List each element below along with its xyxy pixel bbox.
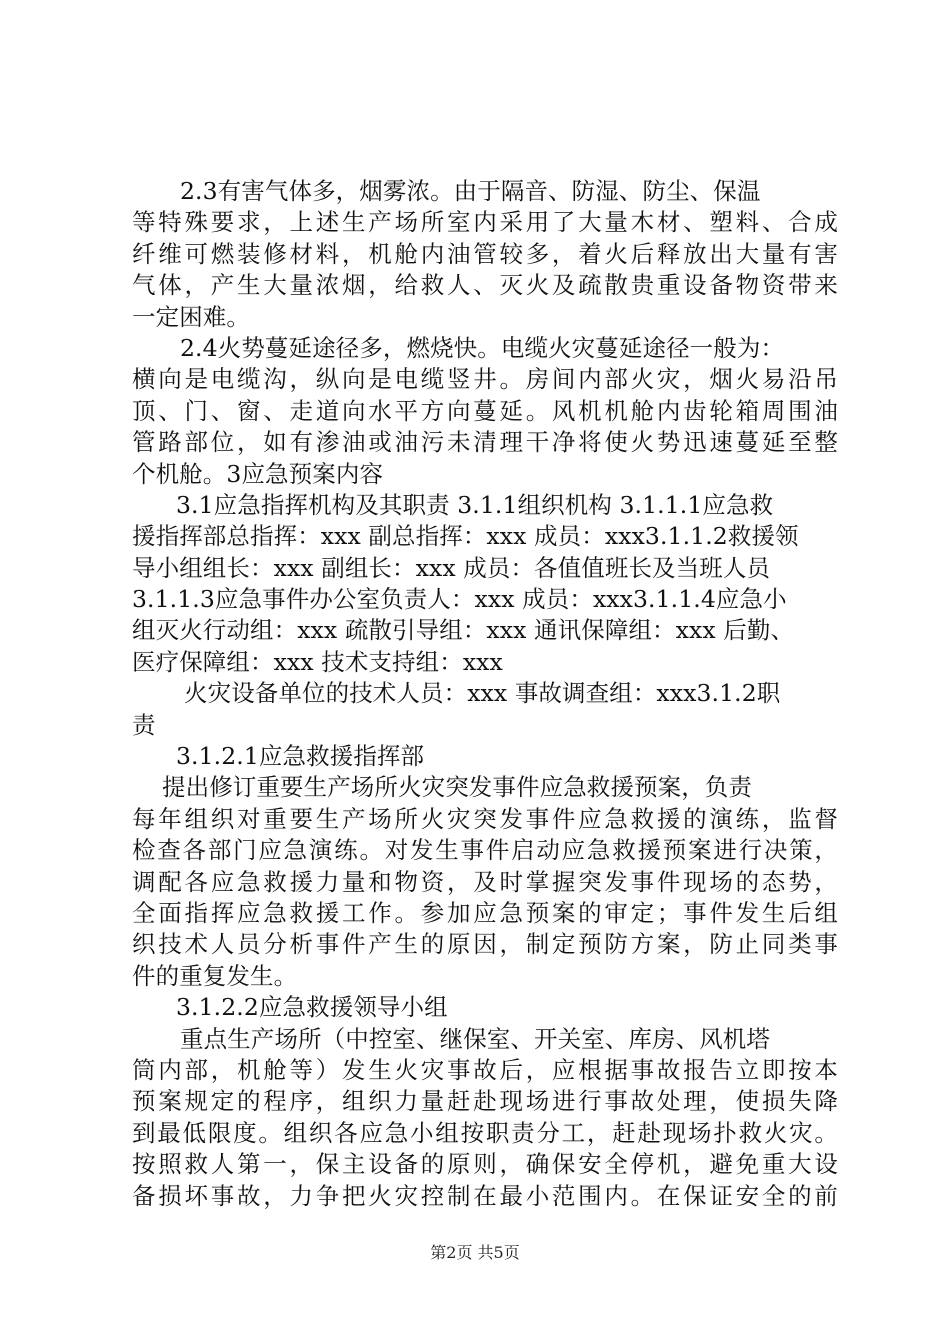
document-body bbox=[132, 176, 838, 1212]
text-line: 到最低限度。组织各应急小组按职责分工，赶赴现场扑救火灾。 bbox=[132, 1118, 838, 1147]
text-line: 按照救人第一，保主设备的原则，确保安全停机，避免重大设 bbox=[132, 1150, 838, 1179]
text-line: 提出修订重要生产场所火灾突发事件应急救援预案，负责 bbox=[162, 773, 752, 802]
page-number-footer: 第2页 共5页 bbox=[430, 1243, 520, 1262]
text-line: 全面指挥应急救援工作。参加应急预案的审定；事件发生后组 bbox=[132, 898, 838, 927]
text-line: 导小组组长：xxx 副组长：xxx 成员：各值值班长及当班人员 bbox=[132, 553, 771, 582]
text-line: 横向是电缆沟，纵向是电缆竖井。房间内部火灾，烟火易沿吊 bbox=[132, 365, 838, 394]
text-line: 医疗保障组：xxx 技术支持组：xxx bbox=[132, 647, 503, 676]
text-line: 每年组织对重要生产场所火灾突发事件应急救援的演练，监督 bbox=[132, 804, 838, 833]
text-line: 检查各部门应急演练。对发生事件启动应急救援预案进行决策， bbox=[132, 836, 838, 865]
text-line: 责 bbox=[132, 710, 156, 739]
text-line: 重点生产场所（中控室、继保室、开关室、库房、风机塔 bbox=[180, 1024, 770, 1053]
text-line: 筒内部，机舱等）发生火灾事故后，应根据事故报告立即按本 bbox=[132, 1055, 838, 1084]
text-line: 纤维可燃装修材料，机舱内油管较多，着火后释放出大量有害 bbox=[132, 239, 838, 268]
text-line: 2.4火势蔓延途径多，燃烧快。电缆火灾蔓延途径一般为： bbox=[180, 333, 785, 362]
text-line: 顶、门、窗、走道向水平方向蔓延。风机机舱内齿轮箱周围油 bbox=[132, 396, 838, 425]
text-line: 火灾设备单位的技术人员：xxx 事故调查组：xxx3.1.2职 bbox=[184, 679, 781, 708]
text-line: 一定困难。 bbox=[132, 302, 250, 331]
text-line: 2.3有害气体多，烟雾浓。由于隔音、防湿、防尘、保温 bbox=[180, 177, 761, 205]
text-line: 组灭火行动组：xxx 疏散引导组：xxx 通讯保障组：xxx 后勤、 bbox=[132, 616, 795, 645]
text-line: 织技术人员分析事件产生的原因，制定预防方案，防止同类事 bbox=[132, 930, 838, 959]
text-line: 预案规定的程序，组织力量赶赴现场进行事故处理，使损失降 bbox=[132, 1087, 838, 1116]
text-line: 等特殊要求，上述生产场所室内采用了大量木材、塑料、合成 bbox=[132, 208, 838, 237]
text-line: 气体，产生大量浓烟，给救人、灭火及疏散贵重设备物资带来 bbox=[132, 271, 838, 300]
text-line: 3.1.1.3应急事件办公室负责人：xxx 成员：xxx3.1.1.4应急小 bbox=[132, 585, 787, 614]
text-line: 备损坏事故，力争把火灾控制在最小范围内。在保证安全的前 bbox=[132, 1181, 838, 1210]
text-line: 个机舱。3应急预案内容 bbox=[132, 459, 384, 488]
text-line: 管路部位，如有渗油或油污未清理干净将使火势迅速蔓延至整 bbox=[132, 428, 838, 457]
text-line: 件的重复发生。 bbox=[132, 961, 298, 990]
section-heading: 3.1.2.1应急救援指挥部 bbox=[176, 742, 425, 771]
text-line: 3.1应急指挥机构及其职责 3.1.1组织机构 3.1.1.1应急救 bbox=[176, 490, 774, 519]
text-line: 援指挥部总指挥：xxx 副总指挥：xxx 成员：xxx3.1.1.2救援领 bbox=[132, 522, 799, 551]
text-line: 调配各应急救援力量和物资，及时掌握突发事件现场的态势， bbox=[132, 867, 838, 896]
section-heading: 3.1.2.2应急救援领导小组 bbox=[176, 993, 448, 1022]
